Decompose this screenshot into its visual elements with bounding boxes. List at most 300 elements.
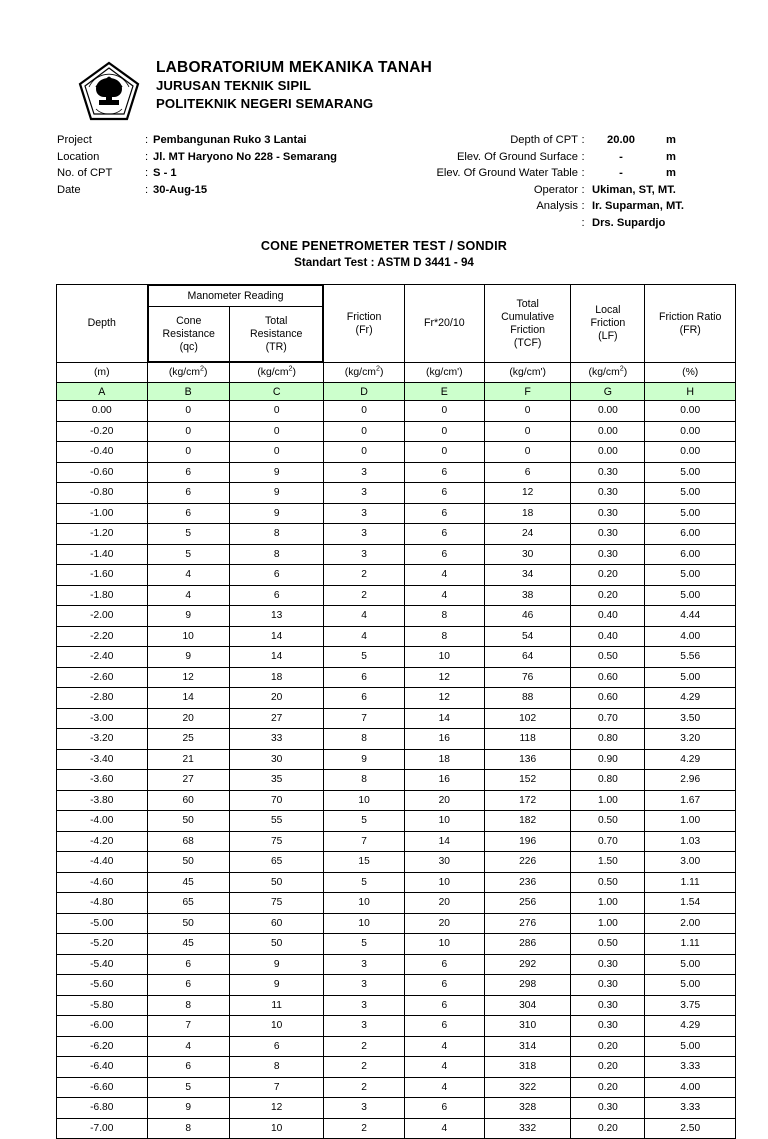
table-cell-e: 6 <box>404 1016 484 1037</box>
table-cell-c: 0 <box>229 401 324 422</box>
table-cell-e: 20 <box>404 790 484 811</box>
table-cell-b: 60 <box>147 790 229 811</box>
table-cell-a: -3.40 <box>57 749 148 770</box>
table-cell-d: 4 <box>324 606 404 627</box>
header-tcf-line1: Total <box>516 297 539 310</box>
header-total-cumulative-friction <box>484 285 570 363</box>
table-cell-b: 45 <box>147 872 229 893</box>
table-row <box>57 667 736 688</box>
table-cell-d: 5 <box>324 811 404 832</box>
table-cell-e: 6 <box>404 1098 484 1119</box>
table-cell-g: 0.20 <box>571 1118 645 1139</box>
table-cell-h: 3.33 <box>645 1057 736 1078</box>
table-cell-d: 3 <box>324 995 404 1016</box>
unit-tcf: (kg/cm') <box>484 363 570 383</box>
date-label: Date <box>57 183 81 196</box>
table-cell-b: 4 <box>147 585 229 606</box>
table-cell-b: 50 <box>147 913 229 934</box>
table-row <box>57 421 736 442</box>
table-cell-e: 10 <box>404 647 484 668</box>
table-cell-h: 4.29 <box>645 749 736 770</box>
unit-lf-base: (kg/cm <box>588 367 620 378</box>
table-cell-f: 328 <box>484 1098 570 1119</box>
letter-column-h: H <box>645 383 736 401</box>
table-cell-c: 9 <box>229 975 324 996</box>
table-row <box>57 1016 736 1037</box>
table-cell-e: 14 <box>404 831 484 852</box>
table-cell-d: 2 <box>324 1057 404 1078</box>
table-cell-g: 0.00 <box>571 401 645 422</box>
table-cell-e: 16 <box>404 770 484 791</box>
table-cell-d: 3 <box>324 1016 404 1037</box>
table-cell-a: -2.00 <box>57 606 148 627</box>
elev-ground-water-table-unit: m <box>666 167 676 179</box>
table-cell-d: 3 <box>324 975 404 996</box>
table-data-body <box>57 401 736 1139</box>
unit-fr-2010: (kg/cm') <box>404 363 484 383</box>
table-cell-h: 3.33 <box>645 1098 736 1119</box>
table-cell-f: 322 <box>484 1077 570 1098</box>
header-manometer-reading: Manometer Reading <box>148 286 323 307</box>
table-cell-e: 18 <box>404 749 484 770</box>
table-cell-g: 0.50 <box>571 934 645 955</box>
table-cell-e: 4 <box>404 1057 484 1078</box>
cpt-number-label: No. of CPT <box>57 167 113 179</box>
unit-local-friction <box>571 363 645 383</box>
analysis-colon: : <box>581 200 585 212</box>
table-cell-a: -2.40 <box>57 647 148 668</box>
table-header-letters <box>57 383 736 401</box>
table-cell-f: 64 <box>484 647 570 668</box>
analysis-label: Analysis <box>536 200 578 212</box>
table-cell-f: 18 <box>484 503 570 524</box>
test-title-main: CONE PENETROMETER TEST / SONDIR <box>260 239 508 253</box>
header-friction-line1: Friction <box>346 310 382 323</box>
table-cell-b: 7 <box>147 1016 229 1037</box>
table-cell-h: 5.00 <box>645 462 736 483</box>
table-cell-b: 65 <box>147 893 229 914</box>
table-cell-c: 6 <box>229 565 324 586</box>
table-cell-b: 9 <box>147 606 229 627</box>
table-cell-h: 2.00 <box>645 913 736 934</box>
header-cone-line1: Cone <box>176 314 202 327</box>
manometer-nested-table <box>148 285 324 362</box>
table-cell-d: 3 <box>324 954 404 975</box>
table-cell-g: 0.30 <box>571 462 645 483</box>
table-cell-f: 304 <box>484 995 570 1016</box>
table-cell-a: -4.60 <box>57 872 148 893</box>
table-row <box>57 585 736 606</box>
table-cell-h: 4.00 <box>645 1077 736 1098</box>
table-row <box>57 872 736 893</box>
table-cell-g: 0.50 <box>571 811 645 832</box>
table-cell-f: 332 <box>484 1118 570 1139</box>
table-cell-d: 15 <box>324 852 404 873</box>
header-fr-2010: Fr*20/10 <box>404 285 484 363</box>
table-cell-c: 75 <box>229 893 324 914</box>
header-fr-line2: (FR) <box>679 323 701 336</box>
unit-cone-close: ) <box>204 367 208 378</box>
header-lf-line1: Local <box>595 304 621 316</box>
table-cell-b: 50 <box>147 811 229 832</box>
table-cell-f: 310 <box>484 1016 570 1037</box>
table-cell-f: 286 <box>484 934 570 955</box>
table-cell-h: 4.00 <box>645 626 736 647</box>
table-cell-b: 4 <box>147 565 229 586</box>
unit-cone-base: (kg/cm <box>168 367 201 378</box>
table-cell-h: 5.00 <box>645 975 736 996</box>
depth-of-cpt-label: Depth of CPT <box>510 134 578 146</box>
table-cell-g: 0.20 <box>571 585 645 606</box>
table-cell-h: 3.75 <box>645 995 736 1016</box>
table-cell-h: 4.29 <box>645 688 736 709</box>
table-header-main <box>57 285 736 363</box>
table-row <box>57 729 736 750</box>
table-cell-a: 0.00 <box>57 401 148 422</box>
info-row-cpt-number <box>57 165 387 182</box>
table-cell-g: 0.40 <box>571 606 645 627</box>
table-cell-c: 14 <box>229 626 324 647</box>
unit-cone-sup: 2 <box>200 363 205 373</box>
table-cell-f: 0 <box>484 442 570 463</box>
table-cell-g: 0.30 <box>571 503 645 524</box>
table-cell-h: 0.00 <box>645 401 736 422</box>
table-cell-g: 0.20 <box>571 1057 645 1078</box>
table-cell-a: -3.20 <box>57 729 148 750</box>
table-cell-b: 9 <box>147 1098 229 1119</box>
header-friction-line2: (Fr) <box>355 323 373 336</box>
table-cell-a: -5.80 <box>57 995 148 1016</box>
table-cell-f: 0 <box>484 421 570 442</box>
table-cell-g: 0.80 <box>571 729 645 750</box>
table-cell-f: 298 <box>484 975 570 996</box>
table-cell-h: 5.56 <box>645 647 736 668</box>
elev-ground-surface-colon: : <box>581 150 585 163</box>
table-cell-d: 7 <box>324 708 404 729</box>
table-cell-c: 14 <box>229 647 324 668</box>
table-cell-f: 88 <box>484 688 570 709</box>
header-total-line3: (TR) <box>265 340 287 353</box>
table-header-units <box>57 363 736 383</box>
table-cell-h: 5.00 <box>645 585 736 606</box>
table-cell-c: 20 <box>229 688 324 709</box>
table-cell-a: -4.00 <box>57 811 148 832</box>
table-cell-c: 70 <box>229 790 324 811</box>
table-cell-c: 30 <box>229 749 324 770</box>
header-total-line1: Total <box>265 314 288 327</box>
table-row <box>57 606 736 627</box>
table-cell-f: 196 <box>484 831 570 852</box>
table-cell-a: -1.80 <box>57 585 148 606</box>
table-row <box>57 995 736 1016</box>
table-cell-h: 2.96 <box>645 770 736 791</box>
table-cell-c: 50 <box>229 872 324 893</box>
table-cell-h: 0.00 <box>645 442 736 463</box>
table-row <box>57 790 736 811</box>
table-row <box>57 893 736 914</box>
institution-title: POLITEKNIK NEGERI SEMARANG <box>156 96 374 111</box>
table-cell-b: 5 <box>147 544 229 565</box>
table-cell-c: 18 <box>229 667 324 688</box>
table-row <box>57 1118 736 1139</box>
table-cell-g: 0.30 <box>571 975 645 996</box>
table-cell-g: 0.40 <box>571 626 645 647</box>
table-cell-c: 6 <box>229 585 324 606</box>
table-cell-e: 8 <box>404 606 484 627</box>
table-cell-a: -1.00 <box>57 503 148 524</box>
table-cell-a: -3.60 <box>57 770 148 791</box>
table-cell-a: -0.80 <box>57 483 148 504</box>
unit-total-sup: 2 <box>288 363 293 373</box>
table-cell-f: 6 <box>484 462 570 483</box>
table-cell-b: 6 <box>147 503 229 524</box>
table-cell-e: 6 <box>404 975 484 996</box>
table-cell-d: 8 <box>324 770 404 791</box>
table-cell-b: 5 <box>147 524 229 545</box>
table-row <box>57 708 736 729</box>
table-cell-h: 3.00 <box>645 852 736 873</box>
table-cell-a: -0.40 <box>57 442 148 463</box>
table-cell-b: 8 <box>147 1118 229 1139</box>
table-cell-e: 14 <box>404 708 484 729</box>
table-row <box>57 934 736 955</box>
table-cell-g: 1.50 <box>571 852 645 873</box>
cpt-data-table <box>56 284 736 1139</box>
table-cell-c: 7 <box>229 1077 324 1098</box>
table-cell-d: 10 <box>324 913 404 934</box>
table-cell-e: 6 <box>404 954 484 975</box>
table-cell-h: 1.11 <box>645 934 736 955</box>
depth-of-cpt-value: 20.00 <box>607 134 635 146</box>
table-cell-b: 14 <box>147 688 229 709</box>
table-cell-b: 0 <box>147 442 229 463</box>
table-cell-d: 6 <box>324 688 404 709</box>
table-cell-h: 2.50 <box>645 1118 736 1139</box>
table-cell-b: 21 <box>147 749 229 770</box>
project-value: Pembangunan Ruko 3 Lantai <box>153 134 307 146</box>
table-cell-b: 20 <box>147 708 229 729</box>
table-cell-h: 1.11 <box>645 872 736 893</box>
table-row <box>57 401 736 422</box>
letter-column-g: G <box>571 383 645 401</box>
table-cell-d: 3 <box>324 544 404 565</box>
table-cell-e: 4 <box>404 565 484 586</box>
cpt-number-value: S - 1 <box>153 167 177 179</box>
table-cell-e: 6 <box>404 503 484 524</box>
table-cell-g: 0.90 <box>571 749 645 770</box>
table-cell-d: 3 <box>324 483 404 504</box>
table-cell-h: 4.44 <box>645 606 736 627</box>
header-tcf-line3: Friction <box>510 323 545 336</box>
table-cell-a: -6.60 <box>57 1077 148 1098</box>
table-cell-b: 50 <box>147 852 229 873</box>
table-cell-b: 8 <box>147 995 229 1016</box>
unit-depth: (m) <box>57 363 148 383</box>
table-cell-f: 152 <box>484 770 570 791</box>
unit-friction-close: ) <box>379 367 384 378</box>
table-row <box>57 913 736 934</box>
table-row <box>57 1036 736 1057</box>
table-cell-g: 0.80 <box>571 770 645 791</box>
table-cell-g: 0.70 <box>571 831 645 852</box>
table-cell-f: 118 <box>484 729 570 750</box>
table-cell-e: 4 <box>404 1118 484 1139</box>
project-info-left <box>57 132 387 198</box>
table-cell-e: 0 <box>404 421 484 442</box>
table-cell-a: -4.20 <box>57 831 148 852</box>
table-cell-a: -3.80 <box>57 790 148 811</box>
table-cell-a: -6.40 <box>57 1057 148 1078</box>
table-cell-f: 30 <box>484 544 570 565</box>
table-cell-b: 9 <box>147 647 229 668</box>
letter-column-c: C <box>229 383 324 401</box>
table-cell-c: 9 <box>229 954 324 975</box>
table-cell-e: 6 <box>404 544 484 565</box>
header-manometer-group <box>147 285 324 363</box>
table-cell-d: 2 <box>324 565 404 586</box>
header-cone-line3: (qc) <box>179 340 198 353</box>
table-cell-c: 60 <box>229 913 324 934</box>
table-cell-c: 9 <box>229 503 324 524</box>
header-tcf-line2: Cumulative <box>501 310 555 323</box>
table-cell-e: 12 <box>404 667 484 688</box>
table-cell-g: 0.20 <box>571 565 645 586</box>
table-cell-g: 0.20 <box>571 1036 645 1057</box>
cpt-data-table-wrapper <box>56 284 736 1139</box>
table-cell-e: 10 <box>404 811 484 832</box>
location-label: Location <box>57 150 100 163</box>
letterhead <box>0 58 768 128</box>
table-cell-f: 76 <box>484 667 570 688</box>
table-cell-a: -5.40 <box>57 954 148 975</box>
table-cell-h: 5.00 <box>645 667 736 688</box>
table-cell-g: 0.30 <box>571 524 645 545</box>
info-row-location <box>57 149 387 166</box>
table-cell-e: 0 <box>404 442 484 463</box>
table-cell-d: 2 <box>324 1036 404 1057</box>
table-cell-e: 6 <box>404 462 484 483</box>
table-cell-a: -2.20 <box>57 626 148 647</box>
table-cell-b: 6 <box>147 954 229 975</box>
header-friction <box>324 285 404 363</box>
unit-friction-ratio: (%) <box>645 363 736 383</box>
table-cell-f: 182 <box>484 811 570 832</box>
table-row <box>57 688 736 709</box>
table-cell-c: 55 <box>229 811 324 832</box>
table-cell-g: 0.50 <box>571 872 645 893</box>
table-cell-g: 0.70 <box>571 708 645 729</box>
table-cell-a: -4.80 <box>57 893 148 914</box>
table-cell-h: 1.00 <box>645 811 736 832</box>
table-cell-a: -5.00 <box>57 913 148 934</box>
table-cell-b: 6 <box>147 975 229 996</box>
project-colon: : <box>145 134 149 146</box>
table-cell-a: -2.80 <box>57 688 148 709</box>
table-cell-f: 314 <box>484 1036 570 1057</box>
table-cell-d: 10 <box>324 790 404 811</box>
info-row-depth-of-cpt <box>400 132 740 149</box>
info-row-date <box>57 182 387 199</box>
table-cell-a: -6.20 <box>57 1036 148 1057</box>
table-cell-b: 5 <box>147 1077 229 1098</box>
letter-column-f: F <box>484 383 570 401</box>
project-info-right <box>400 132 740 231</box>
table-cell-g: 0.30 <box>571 954 645 975</box>
table-cell-g: 0.30 <box>571 483 645 504</box>
unit-lf-close: ) <box>623 367 628 378</box>
table-cell-h: 5.00 <box>645 503 736 524</box>
table-cell-g: 0.20 <box>571 1077 645 1098</box>
table-row <box>57 1057 736 1078</box>
table-cell-c: 75 <box>229 831 324 852</box>
table-cell-e: 4 <box>404 1077 484 1098</box>
depth-of-cpt-colon: : <box>581 134 585 146</box>
table-cell-f: 276 <box>484 913 570 934</box>
letter-column-e: E <box>404 383 484 401</box>
header-cone-resistance <box>148 307 229 362</box>
table-cell-c: 8 <box>229 1057 324 1078</box>
analysis-value: Ir. Suparman, MT. <box>592 200 685 212</box>
elev-ground-surface-label: Elev. Of Ground Surface <box>456 150 578 163</box>
table-cell-d: 7 <box>324 831 404 852</box>
table-row <box>57 811 736 832</box>
table-cell-d: 0 <box>324 421 404 442</box>
table-cell-d: 0 <box>324 401 404 422</box>
operator-label: Operator <box>533 183 578 196</box>
table-cell-f: 24 <box>484 524 570 545</box>
unit-friction <box>324 363 404 383</box>
test-standard: Standart Test : ASTM D 3441 - 94 <box>294 256 474 269</box>
table-cell-e: 12 <box>404 688 484 709</box>
table-cell-e: 6 <box>404 995 484 1016</box>
table-cell-a: -7.00 <box>57 1118 148 1139</box>
table-cell-f: 0 <box>484 401 570 422</box>
unit-lf-sup: 2 <box>619 363 624 373</box>
depth-of-cpt-unit: m <box>666 134 676 146</box>
project-label: Project <box>57 134 92 146</box>
cpt-number-colon: : <box>145 167 149 179</box>
table-row <box>57 852 736 873</box>
table-cell-c: 9 <box>229 483 324 504</box>
table-cell-g: 0.00 <box>571 442 645 463</box>
info-row-operator <box>400 182 740 199</box>
table-cell-e: 4 <box>404 585 484 606</box>
letter-column-d: D <box>324 383 404 401</box>
table-cell-a: -1.20 <box>57 524 148 545</box>
table-cell-h: 5.00 <box>645 954 736 975</box>
elev-ground-water-table-colon: : <box>581 167 585 179</box>
table-cell-b: 4 <box>147 1036 229 1057</box>
table-cell-b: 25 <box>147 729 229 750</box>
table-cell-h: 5.00 <box>645 483 736 504</box>
operator-colon: : <box>581 183 585 196</box>
table-cell-g: 0.30 <box>571 1016 645 1037</box>
table-cell-e: 10 <box>404 872 484 893</box>
table-cell-b: 12 <box>147 667 229 688</box>
table-cell-b: 6 <box>147 1057 229 1078</box>
table-cell-b: 27 <box>147 770 229 791</box>
table-cell-d: 4 <box>324 626 404 647</box>
table-cell-d: 8 <box>324 729 404 750</box>
table-cell-h: 1.67 <box>645 790 736 811</box>
table-cell-f: 292 <box>484 954 570 975</box>
table-cell-b: 0 <box>147 421 229 442</box>
table-row <box>57 565 736 586</box>
table-cell-h: 1.03 <box>645 831 736 852</box>
department-title: JURUSAN TEKNIK SIPIL <box>156 78 312 93</box>
unit-friction-base: (kg/cm <box>344 367 376 378</box>
table-row <box>57 954 736 975</box>
